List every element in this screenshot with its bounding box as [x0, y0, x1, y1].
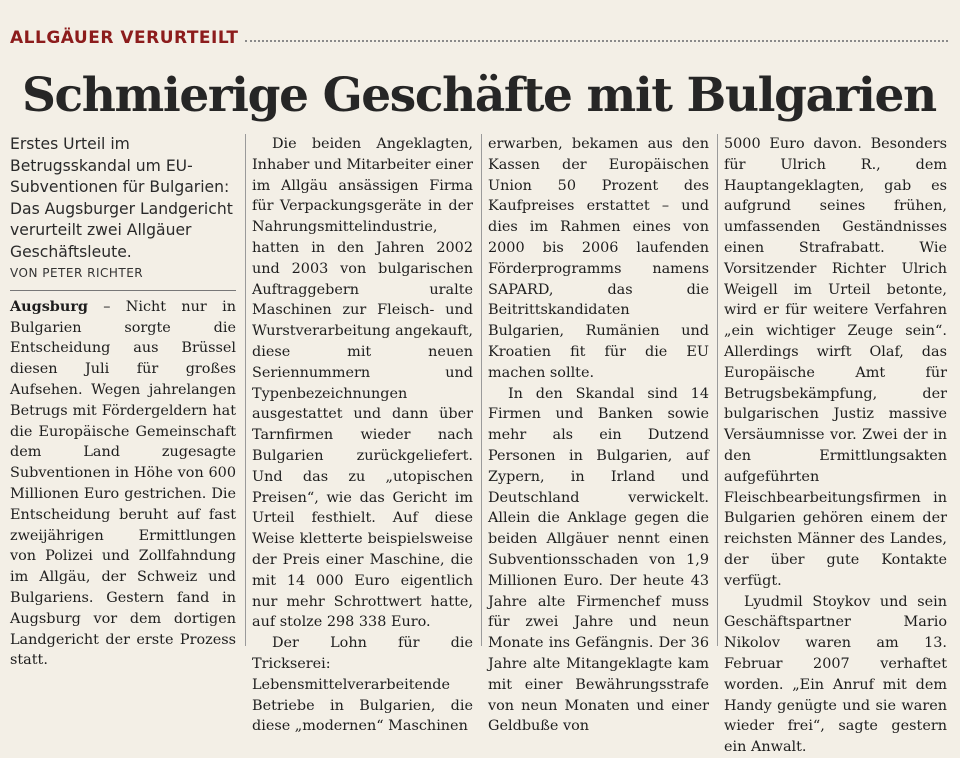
dateline: Augsburg	[10, 297, 88, 315]
article-byline: VON PETER RICHTER	[10, 263, 236, 291]
paragraph-1-text: – Nicht nur in Bulgarien sorgte die Entscheidung aus Brüssel diesen Juli für großes Aufsehen. Wegen jahrelangen Betrugs mit Fördergeldern hat die Europäische Gemeinschaft dem Land zugesagte Subventionen in Höhe von 600 Millionen Euro gestrichen. Die Entscheidung beruht auf fast zweijährigen Ermittlungen von Polizei und Zollfahndung im Allgäu, der Schweiz und Bulgariens. Gestern fand in Augsburg vor dem dortigen Landgericht der erste Prozess statt.	[10, 298, 236, 669]
article-headline: Schmierige Geschäfte mit Bulgarien	[22, 68, 936, 123]
article-paragraph-3-start: Der Lohn für die Trickserei: Lebensmittelverarbeitende Betriebe in Bulgarien, die diese „modernen“ Maschinen	[252, 635, 473, 735]
article-kicker: ALLGÄUER VERURTEILT	[10, 28, 239, 48]
article-paragraph-1	[10, 297, 236, 671]
article-column-1	[8, 134, 240, 669]
article-paragraph-3-end: erwarben, bekamen aus den Kassen der Europäischen Union 50 Prozent des Kaufpreises erstattet – und dies im Rahmen eines von 2000 bis 2006 laufenden Förderprogramms namens SAPARD, das die Beitrittskandidaten Bulgarien, Rumänien und Kroatien fit für die EU machen sollte.	[488, 136, 709, 381]
article-paragraph-4-end: 5000 Euro davon. Besonders für Ulrich R., dem Hauptangeklagten, gab es aufgrund seines frühen, umfassenden Geständnisses einen Strafrabatt. Wie Vorsitzender Richter Ulrich Weigell im Urteil betonte, wird er für weitere Verfahren „ein wichtiger Zeuge sein“. Allerdings wirft Olaf, das Europäische Amt für Betrugsbekämpfung, der bulgarischen Justiz massive Versäumnisse vor. Zwei der in den Ermittlungsakten aufgeführten Fleischbearbeitungsfirmen in Bulgarien gehören einem der reichsten Männer des Landes, der über gute Kontakte verfügt.	[724, 136, 947, 589]
article-paragraph-4-start: In den Skandal sind 14 Firmen und Banken sowie mehr als ein Dutzend Personen in Bulgarien, auf Zypern, in Irland und Deutschland verwickelt. Allein die Anklage gegen die beiden Allgäuer nennt einen Subventionsschaden von 1,9 Millionen Euro. Der heute 43 Jahre alte Firmenchef muss für zwei Jahre und neun Monate ins Gefängnis. Der 36 Jahre alte Mitangeklagte kam mit einer Bewährungsstrafe von neun Monaten und einer Geldbuße von	[488, 385, 709, 735]
kicker-dotted-rule	[245, 40, 948, 42]
article-column-4	[717, 134, 951, 756]
article-column-3	[481, 134, 713, 735]
article-lead: Erstes Urteil im Betrugsskandal um EU-Subventionen für Bulgarien: Das Augsburger Landgericht verurteilt zwei Allgäuer Geschäftsleute.	[10, 135, 233, 261]
article-paragraph-2: Die beiden Angeklagten, Inhaber und Mitarbeiter einer im Allgäu ansässigen Firma für Verpackungsgeräte in der Nahrungsmittelindustrie, hatten in den Jahren 2002 und 2003 von bulgarischen Auftraggebern uralte Maschinen zur Fleisch- und Wurstverarbeitung angekauft, diese mit neuen Seriennummern und Typenbezeichnungen ausgestattet und dann über Tarnfirmen wieder nach Bulgarien zurückgeliefert. Und das zu „utopischen Preisen“, wie das Gericht im Urteil festhielt. Auf diese Weise kletterte beispielsweise der Preis einer Maschine, die mit 14 000 Euro eigentlich nur mehr Schrottwert hatte, auf stolze 298 338 Euro.	[252, 136, 473, 631]
article-paragraph-5: Lyudmil Stoykov und sein Geschäftspartner Mario Nikolov waren am 13. Februar 2007 verhaftet worden. „Ein Anruf mit dem Handy genügte und sie waren wieder frei“, sagte gestern ein Anwalt.	[724, 593, 947, 756]
article-column-2	[245, 134, 477, 735]
